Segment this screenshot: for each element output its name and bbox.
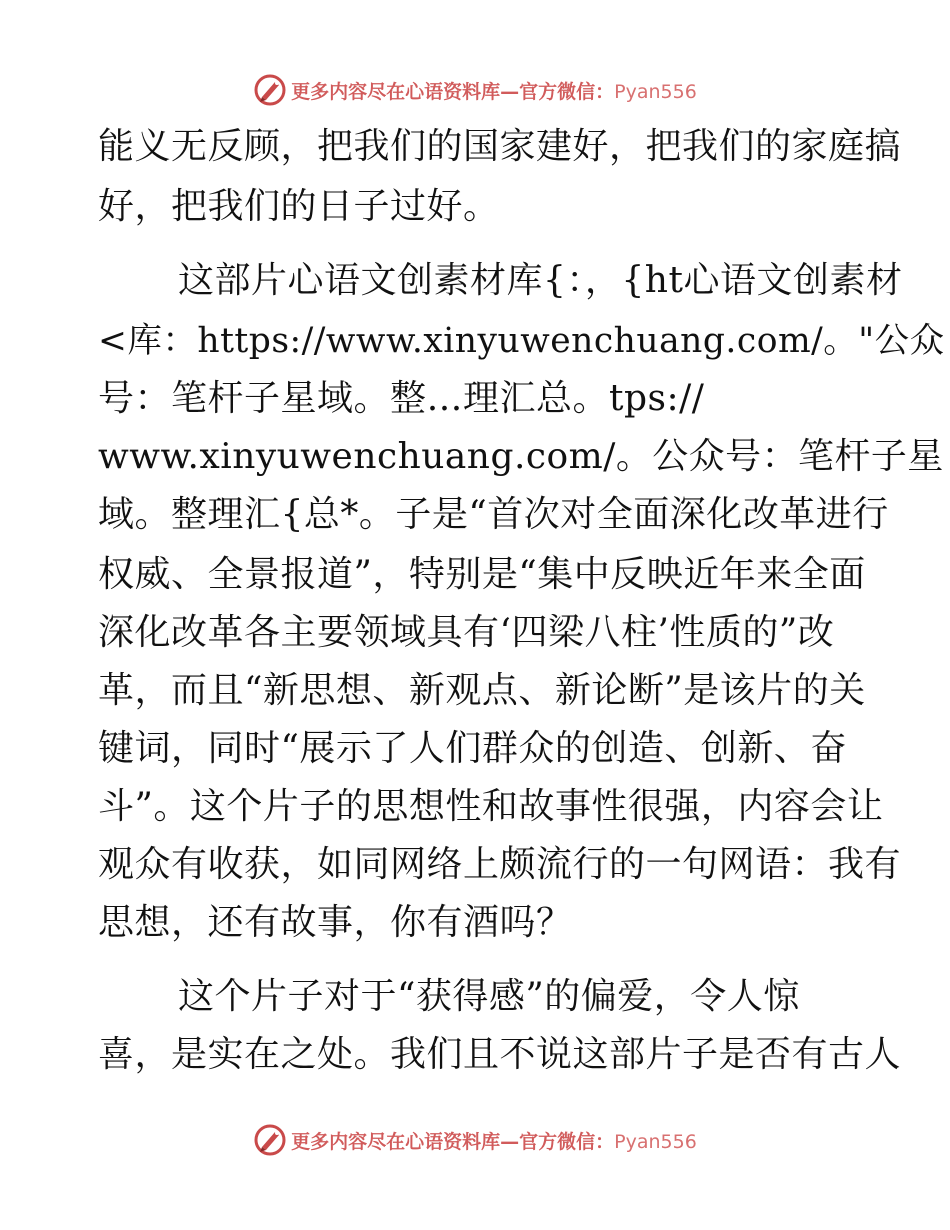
watermark-wechat-id: Pyan556 <box>614 1130 697 1153</box>
watermark-wechat-id: Pyan556 <box>614 80 697 103</box>
pen-logo-icon <box>253 73 287 107</box>
paragraph-start-line: 这个片子对于“获得感”的偏爱，令人惊 <box>178 976 800 1017</box>
watermark-text <box>291 1127 697 1154</box>
watermark-label: 更多内容尽在心语资料库—官方微信： <box>291 80 615 103</box>
header-watermark <box>0 70 950 110</box>
text-line: 观众有收获，如同网络上颇流行的一句网语：我有 <box>98 844 902 885</box>
text-line: 革，而且“新思想、新观点、新论断”是该片的关 <box>98 670 866 711</box>
watermark-text <box>291 77 697 104</box>
text-line: www.xinyuwenchuang.com/。公众号：笔杆子星 <box>98 436 944 477</box>
footer-watermark <box>0 1120 950 1160</box>
text-line: 思想，还有故事，你有酒吗？ <box>98 902 573 943</box>
watermark-label: 更多内容尽在心语资料库—官方微信： <box>291 1130 615 1153</box>
text-line: 权威、全景报道”，特别是“集中反映近年来全面 <box>98 554 866 595</box>
text-line: 号：笔杆子星域。整…理汇总。tps:// <box>98 378 705 419</box>
text-line: 域。整理汇{总*。子是“首次对全面深化改革进行 <box>98 494 889 535</box>
text-line: 深化改革各主要领域具有‘四梁八柱’性质的”改 <box>98 612 835 653</box>
paragraph-start-line: 这部片心语文创素材库{：，{ht心语文创素材 <box>178 260 903 301</box>
text-line: 能义无反顾，把我们的国家建好，把我们的家庭搞 <box>98 126 902 167</box>
text-line: <库：https://www.xinyuwenchuang.com/。"公众 <box>98 321 945 361</box>
text-line: 斗”。这个片子的思想性和故事性很强，内容会让 <box>98 786 884 827</box>
pen-logo-icon <box>253 1123 287 1157</box>
text-line: 喜，是实在之处。我们且不说这部片子是否有古人 <box>98 1034 902 1075</box>
text-line: 好，把我们的日子过好。 <box>98 186 500 227</box>
text-line: 键词，同时“展示了人们群众的创造、创新、奋 <box>98 728 847 769</box>
